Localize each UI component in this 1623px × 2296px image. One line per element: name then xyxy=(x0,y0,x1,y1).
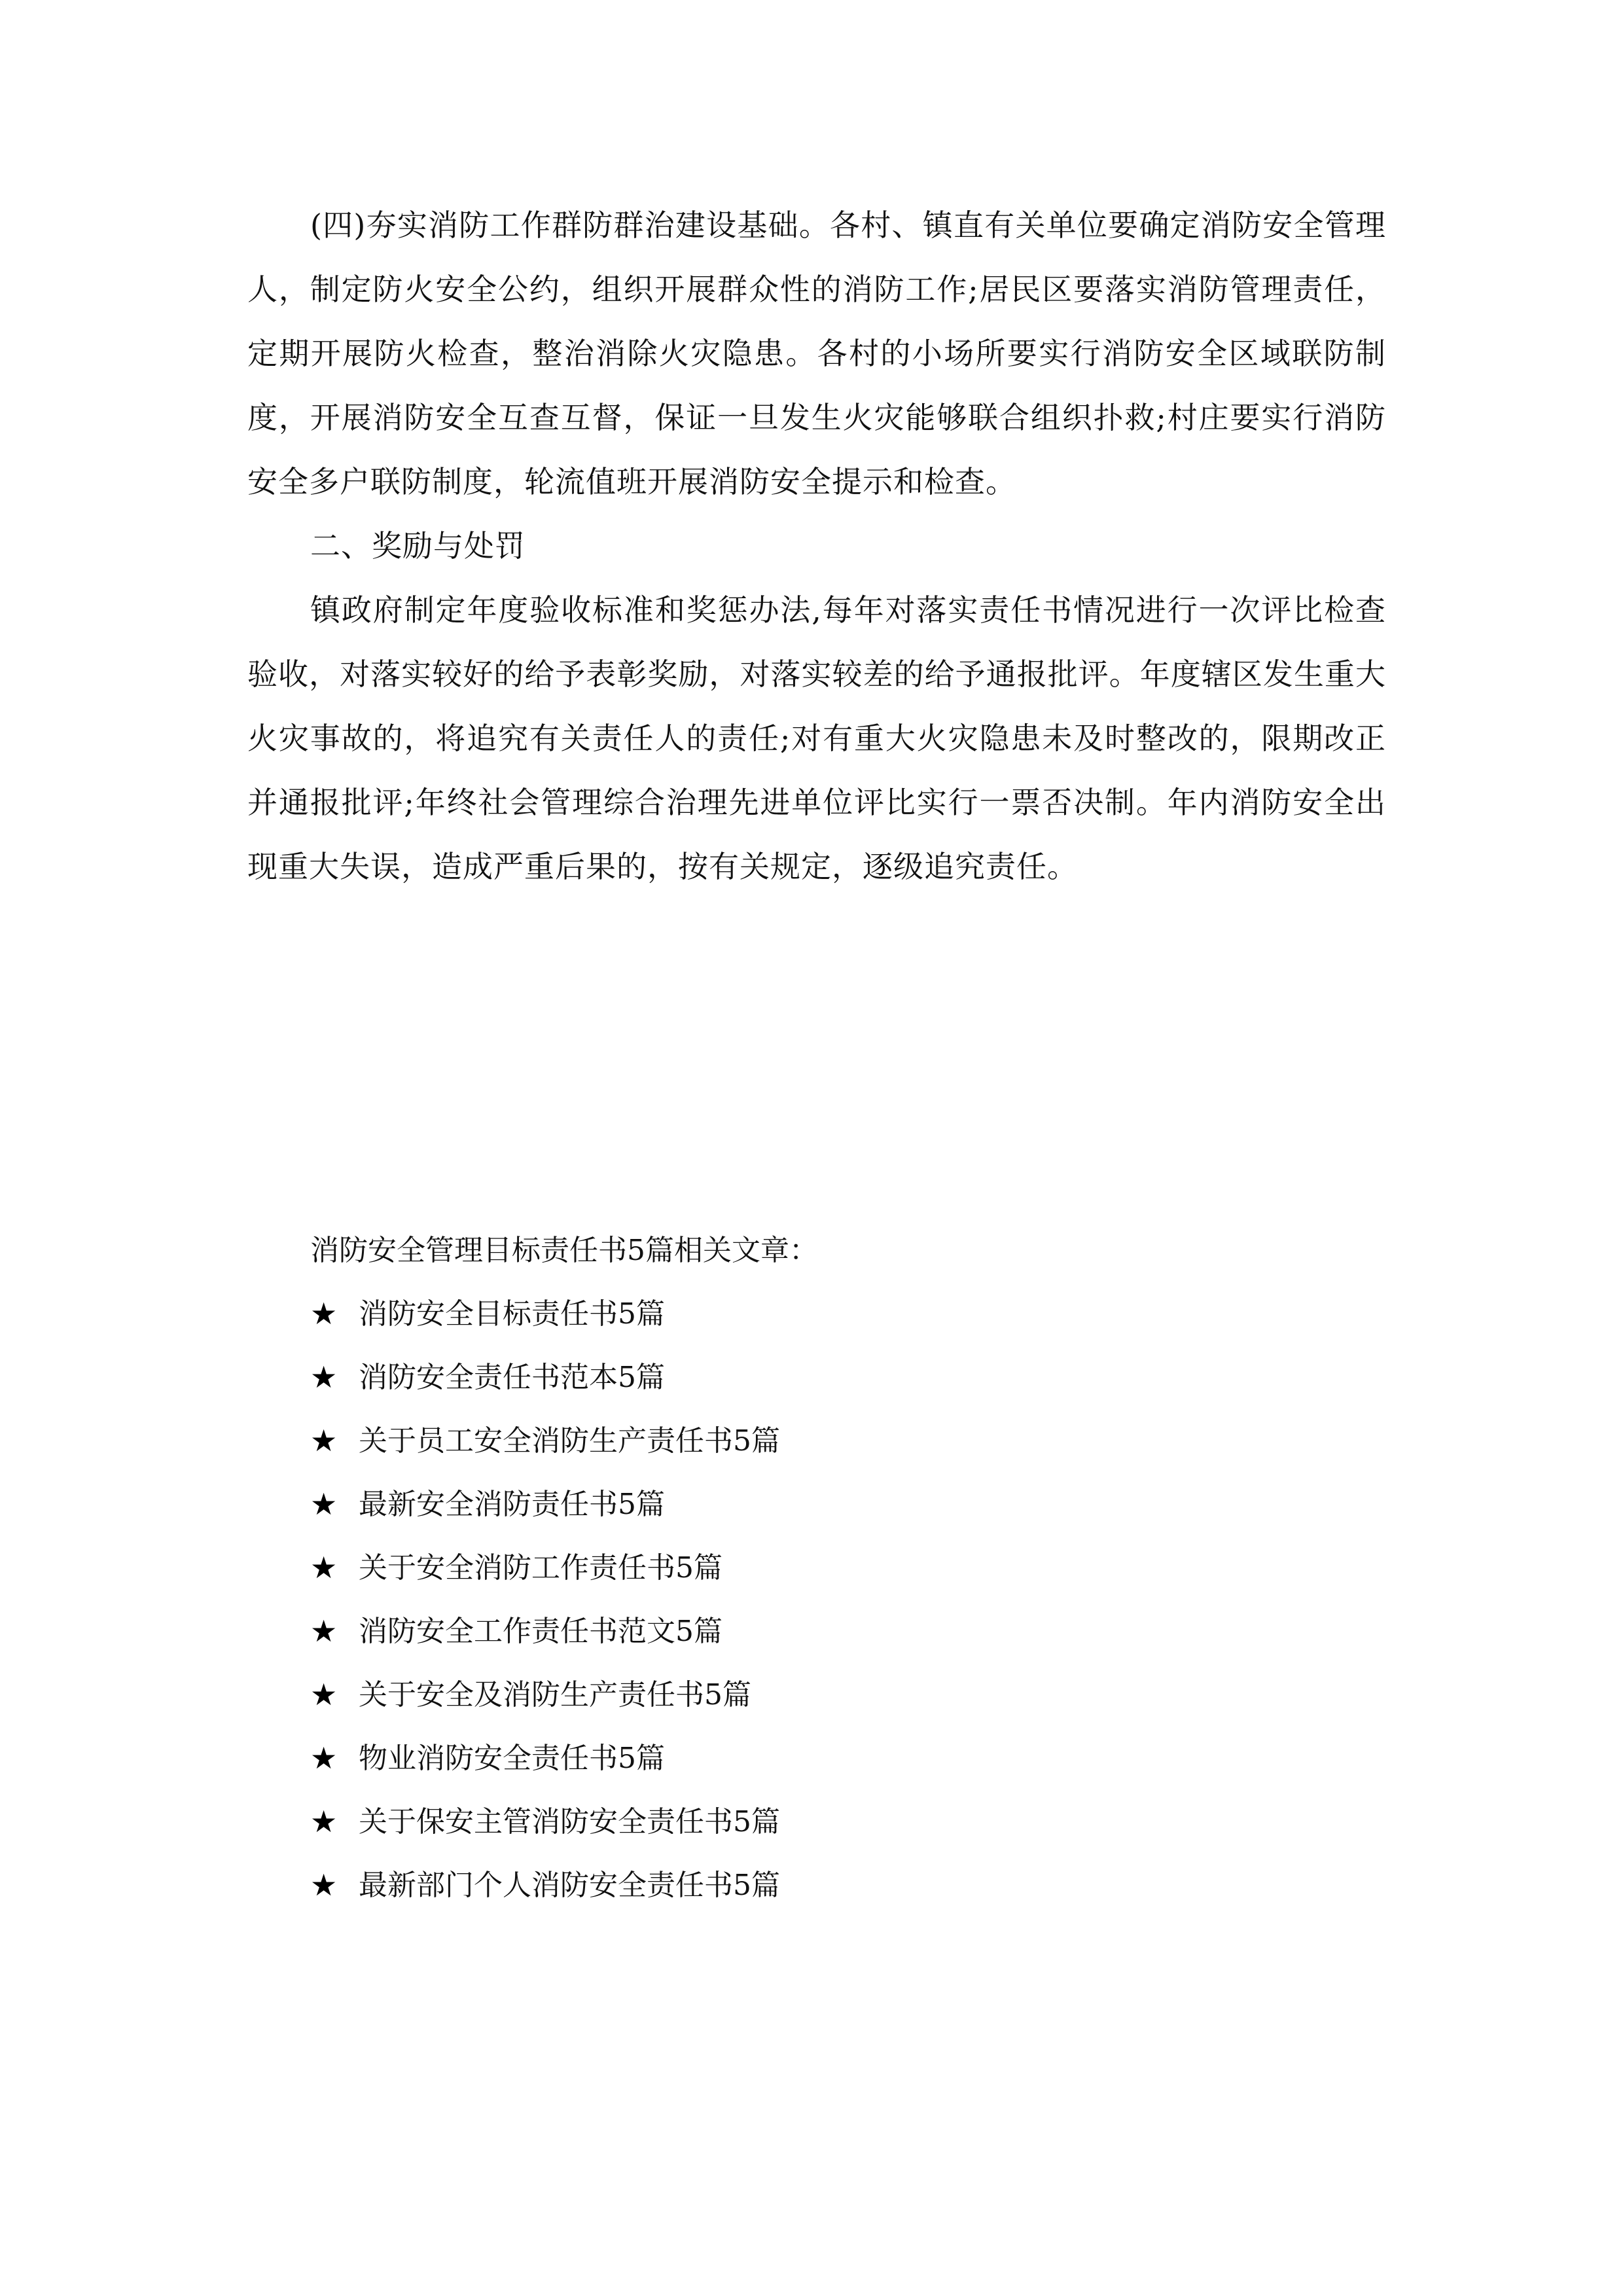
star-icon: ★ xyxy=(310,1296,338,1331)
star-icon: ★ xyxy=(310,1550,338,1585)
star-icon: ★ xyxy=(310,1740,338,1776)
paragraph-rewards-penalties: 镇政府制定年度验收标准和奖惩办法,每年对落实责任书情况进行一次评比检查验收，对落实较好的给予表彰奖励，对落实较差的给予通报批评。年度辖区发生重大火灾事故的，将追究有关责任人的责任;对有重大火灾隐患未及时整改的，限期改正并通报批评;年终社会管理综合治理先进单位评比实行一票否决制。年内消防安全出现重大失误，造成严重后果的，按有关规定，逐级追究责任。 xyxy=(247,592,1386,884)
related-article-link[interactable]: 最新部门个人消防安全责任书5篇 xyxy=(359,1869,780,1902)
star-icon: ★ xyxy=(310,1867,338,1903)
related-articles xyxy=(310,1219,1357,1917)
related-article-link[interactable]: 物业消防安全责任书5篇 xyxy=(359,1742,665,1775)
star-icon: ★ xyxy=(310,1359,338,1395)
paragraph-fire-prevention-foundation: (四)夯实消防工作群防群治建设基础。各村、镇直有关单位要确定消防安全管理人，制定防火安全公约，组织开展群众性的消防工作;居民区要落实消防管理责任，定期开展防火检查，整治消除火灾隐患。各村的小场所要实行消防安全区域联防制度，开展消防安全互查互督，保证一旦发生火灾能够联合组织扑救;村庄要实行消防安全多户联防制度，轮流值班开展消防安全提示和检查。 xyxy=(247,207,1386,499)
related-article-item[interactable] xyxy=(310,1346,1357,1409)
related-article-item[interactable] xyxy=(310,1600,1357,1663)
related-article-link[interactable]: 关于安全及消防生产责任书5篇 xyxy=(359,1678,751,1712)
related-article-link[interactable]: 消防安全目标责任书5篇 xyxy=(359,1297,665,1331)
related-article-item[interactable] xyxy=(310,1536,1357,1600)
star-icon: ★ xyxy=(310,1677,338,1712)
star-icon: ★ xyxy=(310,1804,338,1839)
related-article-link[interactable]: 最新安全消防责任书5篇 xyxy=(359,1488,665,1521)
star-icon: ★ xyxy=(310,1613,338,1649)
related-articles-title: 消防安全管理目标责任书5篇相关文章： xyxy=(310,1234,818,1267)
related-articles-list xyxy=(310,1282,1357,1917)
section-heading-rewards-penalties: 二、奖励与处罚 xyxy=(310,528,526,564)
related-article-item[interactable] xyxy=(310,1473,1357,1536)
star-icon: ★ xyxy=(310,1486,338,1522)
related-article-link[interactable]: 关于保安主管消防安全责任书5篇 xyxy=(359,1805,780,1839)
star-icon: ★ xyxy=(310,1423,338,1458)
related-article-item[interactable] xyxy=(310,1282,1357,1346)
related-article-item[interactable] xyxy=(310,1790,1357,1854)
related-article-link[interactable]: 关于安全消防工作责任书5篇 xyxy=(359,1551,722,1585)
body-text xyxy=(247,193,1386,899)
related-article-item[interactable] xyxy=(310,1727,1357,1790)
related-article-item[interactable] xyxy=(310,1854,1357,1917)
related-article-item[interactable] xyxy=(310,1663,1357,1727)
related-article-link[interactable]: 消防安全责任书范本5篇 xyxy=(359,1361,665,1394)
related-article-link[interactable]: 关于员工安全消防生产责任书5篇 xyxy=(359,1424,780,1458)
related-article-link[interactable]: 消防安全工作责任书范文5篇 xyxy=(359,1615,722,1648)
related-article-item[interactable] xyxy=(310,1409,1357,1473)
